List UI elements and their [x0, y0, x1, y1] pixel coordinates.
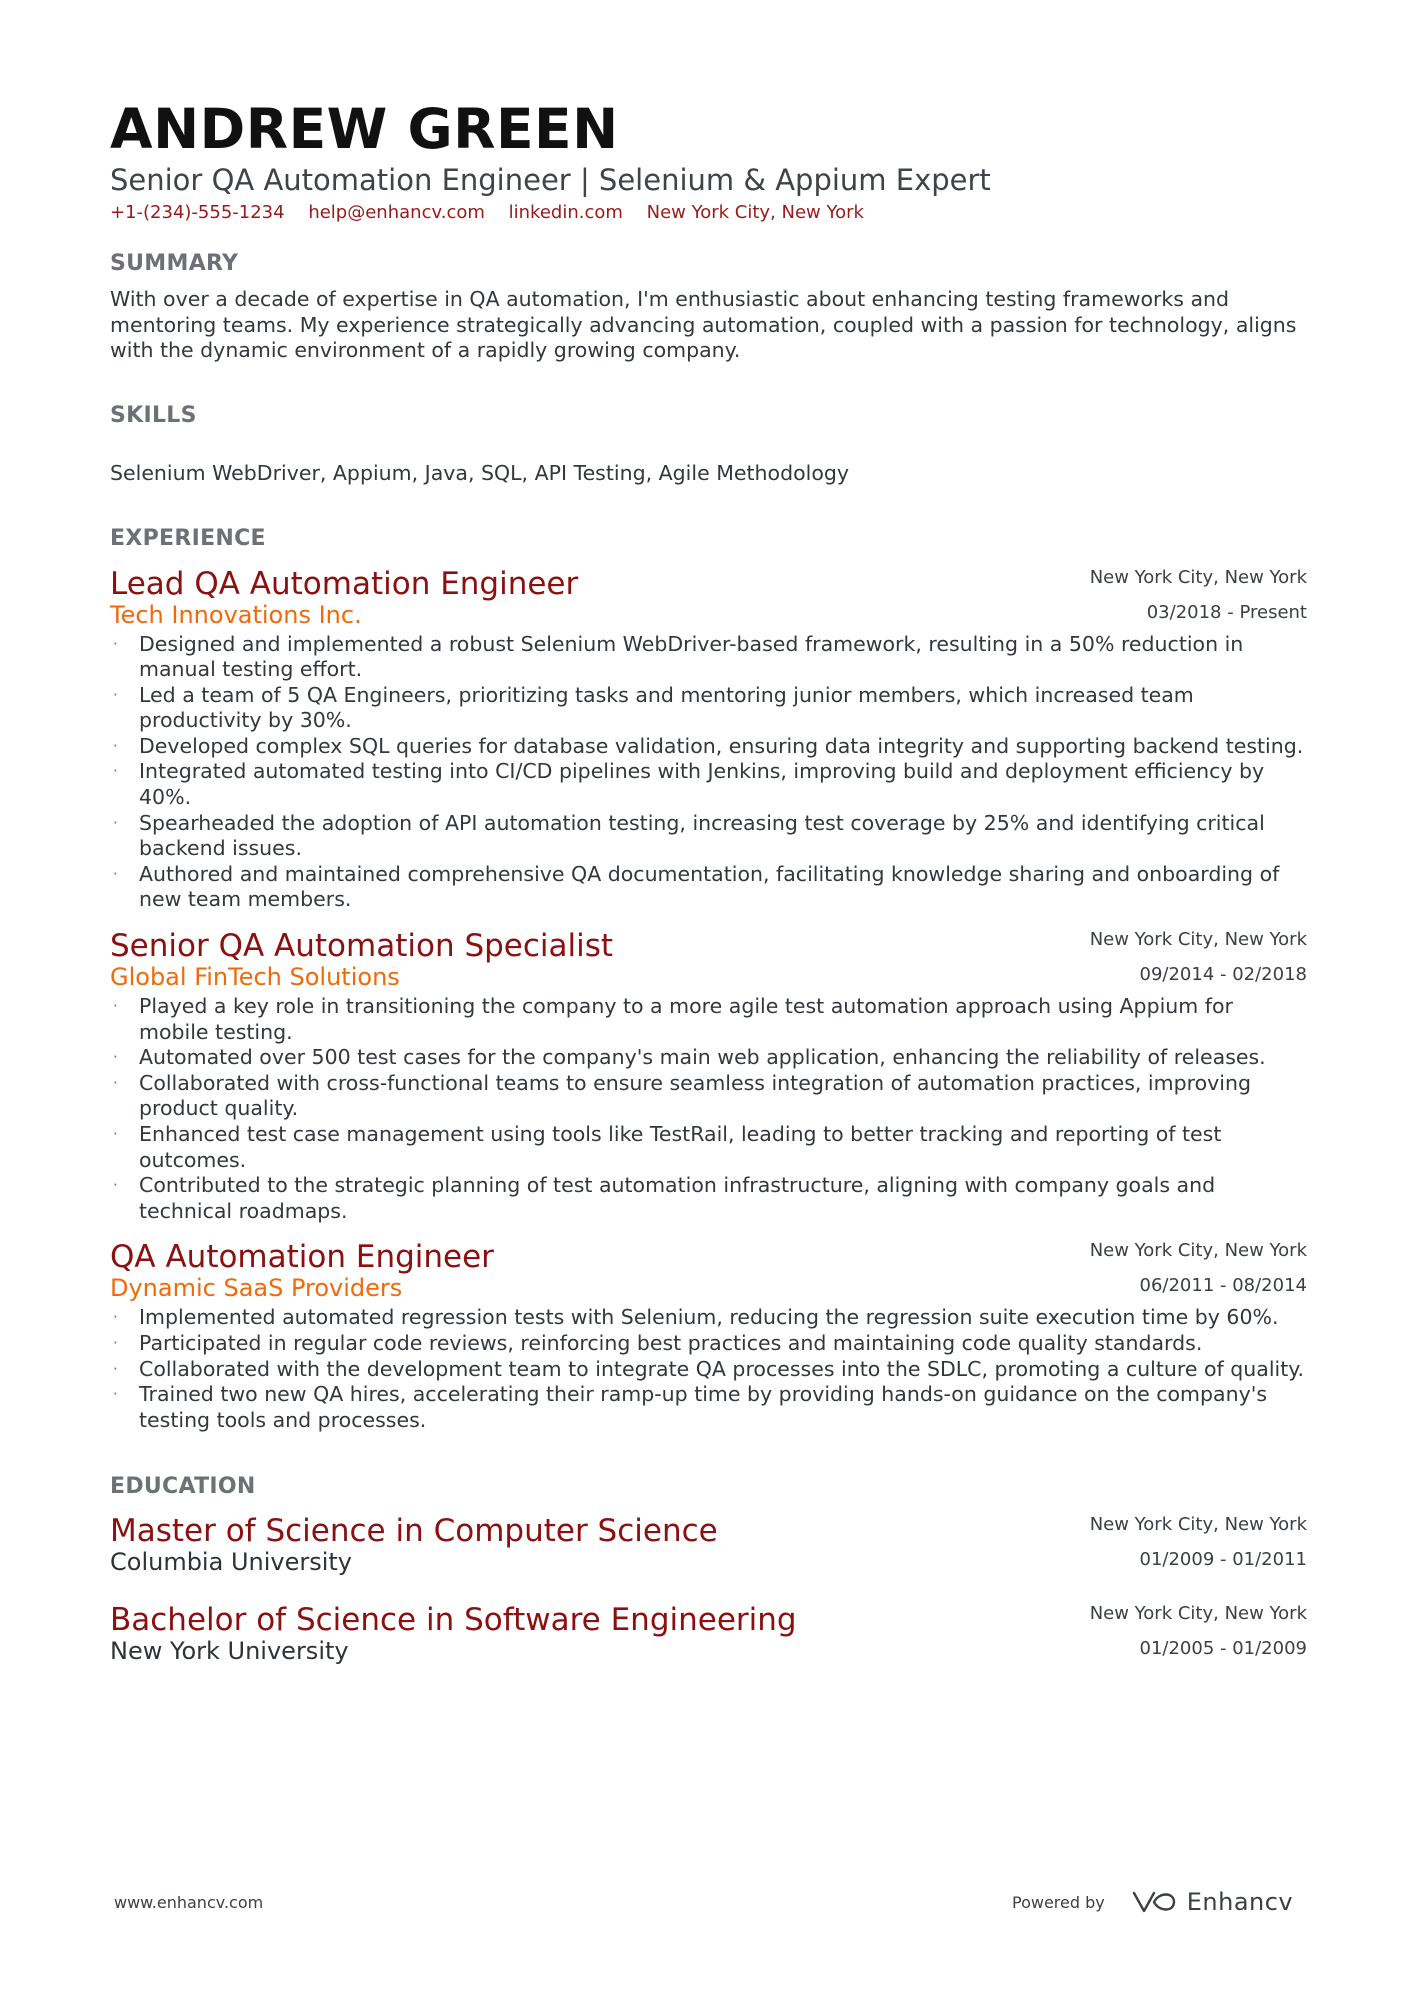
- footer-website[interactable]: www.enhancv.com: [114, 1893, 264, 1912]
- job-title: QA Automation Engineer: [110, 1239, 494, 1276]
- bullet-dot-icon: ·: [113, 1176, 118, 1195]
- bullet-dot-icon: ·: [113, 997, 118, 1016]
- bullet-dot-icon: ·: [113, 1333, 118, 1352]
- bullet-item: · Led a team of 5 QA Engineers, prioritizing tasks and mentoring junior members, which increased team productivity by 30%.: [113, 682, 1194, 733]
- bullet-item: · Trained two new QA hires, accelerating their ramp-up time by providing hands-on guidance on the company's testing tools and processes.: [113, 1382, 1268, 1432]
- bullet-item: · Automated over 500 test cases for the company's main web application, enhancing the reliability of releases.: [113, 1045, 1266, 1070]
- candidate-headline: Senior QA Automation Engineer | Selenium & Appium Expert: [110, 163, 991, 197]
- bullet-item: · Designed and implemented a robust Selenium WebDriver-based framework, resulting in a 50% reduction in manual testing effort.: [113, 631, 1244, 682]
- company-name: Tech Innovations Inc.: [110, 600, 362, 629]
- experience-entry: [110, 1239, 1307, 1433]
- bullet-item: · Contributed to the strategic planning of test automation infrastructure, aligning with company goals and technical roadmaps.: [113, 1173, 1216, 1223]
- company-name: Dynamic SaaS Providers: [110, 1274, 403, 1303]
- school-dates: 01/2005 - 01/2009: [1139, 1638, 1307, 1660]
- education-entry: [110, 1513, 1307, 1579]
- job-location: New York City, New York: [1089, 1240, 1307, 1262]
- skills-section: [110, 402, 1310, 486]
- job-bullets: [110, 632, 1307, 914]
- skills-text: Selenium WebDriver, Appium, Java, SQL, API Testing, Agile Methodology: [110, 460, 850, 485]
- bullet-item: · Collaborated with cross-functional teams to ensure seamless integration of automation practices, improving product quality.: [113, 1070, 1251, 1121]
- email-link[interactable]: help@enhancv.com: [308, 202, 485, 223]
- education-section: [110, 1473, 1310, 1668]
- school-name: New York University: [110, 1637, 349, 1666]
- degree-title: Master of Science in Computer Science: [110, 1513, 718, 1550]
- experience-title: EXPERIENCE: [110, 525, 266, 551]
- education-entry: [110, 1602, 1307, 1668]
- bullet-item: · Authored and maintained comprehensive QA documentation, facilitating knowledge sharing and onboarding of new team members.: [113, 861, 1280, 912]
- bullet-dot-icon: ·: [113, 1048, 118, 1067]
- bullet-dot-icon: ·: [113, 1385, 118, 1404]
- location-text: New York City, New York: [646, 202, 864, 223]
- bullet-dot-icon: ·: [113, 1359, 118, 1378]
- enhancv-logo-icon: [1131, 1889, 1177, 1915]
- job-title: Senior QA Automation Specialist: [110, 928, 614, 965]
- candidate-name: ANDREW GREEN: [110, 97, 619, 161]
- education-title: EDUCATION: [110, 1474, 256, 1500]
- bullet-item: · Developed complex SQL queries for database validation, ensuring data integrity and supporting backend testing.: [113, 733, 1304, 758]
- bullet-dot-icon: ·: [113, 1125, 118, 1143]
- summary-text: With over a decade of expertise in QA automation, I'm enthusiastic about enhancing testing frameworks and mentoring teams. My experience strategically advancing automation, coupled with a passion for technology, aligns with the dynamic environment of a rapidly growing company.: [110, 287, 1297, 362]
- bullet-dot-icon: ·: [113, 1308, 118, 1327]
- linkedin-link[interactable]: linkedin.com: [508, 202, 623, 223]
- school-location: New York City, New York: [1089, 1603, 1307, 1625]
- phone-link[interactable]: +1-(234)-555-1234: [110, 202, 285, 223]
- school-location: New York City, New York: [1089, 1514, 1307, 1536]
- bullet-dot-icon: ·: [113, 736, 118, 755]
- enhancv-logo[interactable]: [1131, 1888, 1293, 1916]
- bullet-dot-icon: ·: [113, 685, 118, 704]
- bullet-dot-icon: ·: [113, 634, 118, 653]
- experience-section: [110, 525, 1310, 1434]
- school-name: Columbia University: [110, 1548, 353, 1577]
- company-name: Global FinTech Solutions: [110, 963, 400, 992]
- bullet-item: · Integrated automated testing into CI/CD pipelines with Jenkins, improving build and deployment efficiency by 40%.: [113, 759, 1265, 810]
- bullet-dot-icon: ·: [113, 813, 118, 832]
- bullet-dot-icon: ·: [113, 1073, 118, 1092]
- job-location: New York City, New York: [1089, 566, 1307, 588]
- job-bullets: [110, 994, 1307, 1224]
- bullet-item: · Played a key role in transitioning the company to a more agile test automation approach using Appium for mobile testing.: [113, 994, 1233, 1044]
- school-dates: 01/2009 - 01/2011: [1139, 1549, 1307, 1571]
- bullet-dot-icon: ·: [113, 864, 118, 883]
- job-dates: 09/2014 - 02/2018: [1139, 964, 1307, 986]
- contact-line: [110, 200, 1310, 226]
- job-dates: 06/2011 - 08/2014: [1139, 1275, 1307, 1297]
- footer-branding: [1012, 1882, 1293, 1922]
- job-bullets: [110, 1305, 1307, 1433]
- resume-header: [110, 96, 1310, 226]
- powered-by-label: Powered by: [1012, 1892, 1105, 1912]
- bullet-item: · Collaborated with the development team to integrate QA processes into the SDLC, promoting a culture of quality.: [113, 1356, 1304, 1381]
- bullet-item: · Spearheaded the adoption of API automation testing, increasing test coverage by 25% and identifying critical backend issues.: [113, 810, 1265, 861]
- bullet-dot-icon: ·: [113, 762, 118, 781]
- bullet-item: · Participated in regular code reviews, reinforcing best practices and maintaining code quality standards.: [113, 1330, 1203, 1355]
- bullet-item: · Enhanced test case management using tools like TestRail, leading to better tracking and reporting of test outcomes.: [113, 1122, 1222, 1172]
- summary-section: [110, 250, 1310, 364]
- resume-page: [110, 96, 1310, 1668]
- summary-title: SUMMARY: [110, 251, 239, 276]
- experience-entry: [110, 566, 1307, 914]
- enhancv-brand-text: Enhancv: [1186, 1888, 1294, 1916]
- job-title: Lead QA Automation Engineer: [110, 565, 579, 602]
- skills-title: SKILLS: [110, 402, 197, 428]
- job-dates: 03/2018 - Present: [1146, 601, 1307, 623]
- job-location: New York City, New York: [1089, 929, 1307, 951]
- degree-title: Bachelor of Science in Software Engineering: [110, 1602, 797, 1639]
- experience-entry: [110, 928, 1307, 1224]
- bullet-item: · Implemented automated regression tests with Selenium, reducing the regression suite execution time by 60%.: [113, 1305, 1279, 1330]
